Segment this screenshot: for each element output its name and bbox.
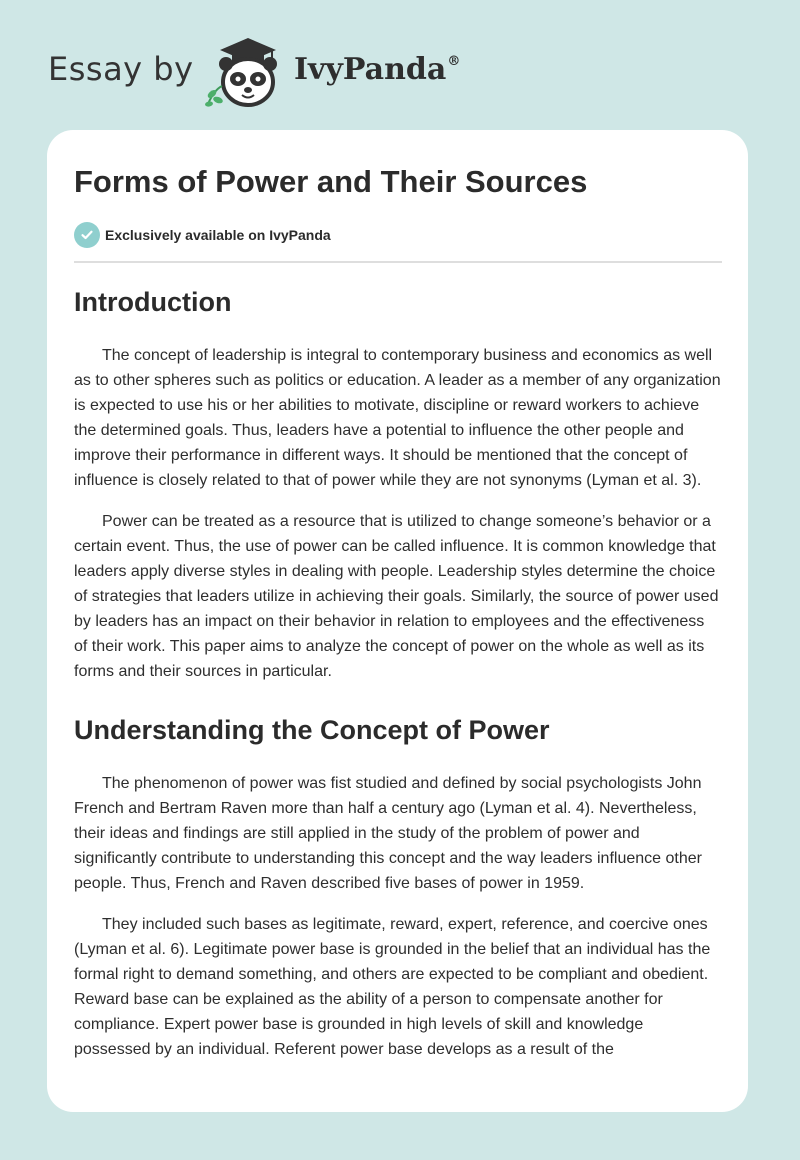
section-heading-understanding-power: Understanding the Concept of Power	[74, 715, 550, 745]
exclusive-label: Exclusively available on IvyPanda	[105, 227, 331, 243]
exclusive-badge	[74, 222, 331, 248]
brand-name-text: IvyPanda	[294, 52, 447, 87]
section-heading-introduction: Introduction	[74, 287, 232, 317]
paragraph: Power can be treated as a resource that is utilized to change someone’s behavior or a certain event. Thus, the use of power can be called influence. It is common knowledge that leaders apply diverse styles in dealing with people. Leadership styles determine the choice of strategies that leaders utilize in achieving their goals. Similarly, the source of power used by leaders has an impact on their behavior in relation to employees and the effectiveness of their work. This paper aims to analyze the concept of power on the whole as well as its forms and their sources in particular.	[74, 513, 719, 680]
registered-mark: ®	[447, 54, 461, 69]
paragraph: The concept of leadership is integral to contemporary business and economics as well as to other spheres such as politics or education. A leader as a member of any organization is expected to use his or her abilities to motivate, discipline or reward workers to achieve the determined goals. Thus, leaders have a potential to influence the other people and improve their performance in different ways. It should be mentioned that the concept of influence is closely related to that of power while they are not synonyms (Lyman et al. 3).	[74, 347, 721, 489]
page-title: Forms of Power and Their Sources	[74, 164, 588, 199]
essay-card	[47, 130, 748, 1112]
paragraph: The phenomenon of power was fist studied and defined by social psychologists John French and Bertram Raven more than half a century ago (Lyman et al. 4). Nevertheless, their ideas and findings are still applied in the study of the problem of power and significantly contribute to understanding this concept and the way leaders influence other people. Thus, French and Raven described five bases of power in 1959.	[74, 775, 702, 892]
ivypanda-logo-text[interactable]	[294, 52, 460, 87]
panda-graduate-icon[interactable]	[200, 34, 296, 112]
essay-by-label: Essay by	[48, 50, 194, 88]
site-header	[48, 30, 748, 110]
divider	[74, 261, 722, 263]
essay-body	[74, 280, 722, 1078]
paragraph: They included such bases as legitimate, reward, expert, reference, and coercive ones (Lyman et al. 6). Legitimate power base is grounded in the belief that an individual has the formal right to demand something, and others are expected to be compliant and obedient. Reward base can be explained as the ability of a person to compensate another for compliance. Expert power base is grounded in high levels of skill and knowledge possessed by an individual. Referent power base develops as a result of the	[74, 916, 711, 1058]
check-circle-icon	[74, 222, 100, 248]
